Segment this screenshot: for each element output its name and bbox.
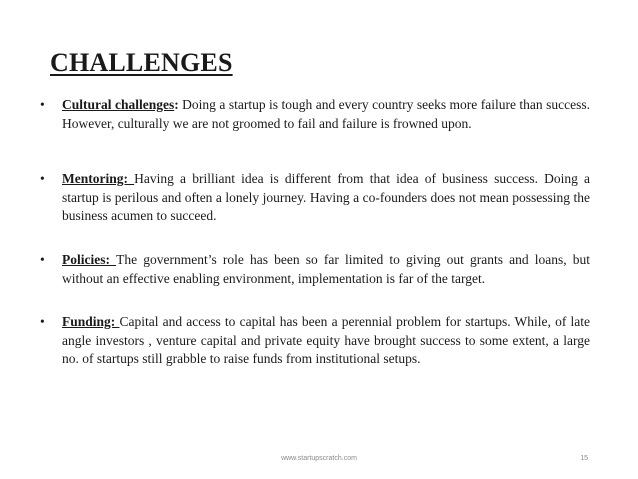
bullet-dot-icon: • — [40, 314, 45, 330]
bullet-mentoring — [38, 170, 590, 226]
bullet-term: Mentoring: — [62, 171, 135, 187]
bullet-text: Having a brilliant idea is different from that idea of business success. Doing a startup is perilous and often a lonely journey. Having a co-founders does not mean possessing the business acumen to succeed. — [62, 171, 591, 224]
bullet-policies — [38, 251, 590, 288]
footer-url: www.startupscratch.com — [281, 455, 357, 462]
bullet-list — [38, 96, 590, 369]
bullet-term: Policies: — [62, 251, 117, 267]
bullet-text: The government’s role has been so far limited to giving out grants and loans, but without an effective enabling environment, implementation is far of the target. — [62, 251, 590, 286]
bullet-dot-icon: • — [40, 251, 45, 267]
bullet-text: Capital and access to capital has been a perennial problem for startups. While, of late angle investors , venture capital and private equity have brought success to some extent, a large no. of startups still grabble to raise funds from institutional setups. — [62, 314, 590, 367]
page-number: 15 — [580, 455, 588, 462]
bullet-funding — [38, 313, 590, 369]
bullet-term: Cultural challenges — [62, 97, 175, 112]
bullet-separator: : — [174, 97, 179, 112]
bullet-term: Funding: — [62, 314, 120, 330]
bullet-dot-icon: • — [40, 97, 45, 112]
slide-title: CHALLENGES — [50, 48, 233, 77]
bullet-cultural-challenges — [38, 96, 590, 133]
bullet-dot-icon: • — [40, 171, 45, 187]
bullet-text: Doing a startup is tough and every country seeks more failure than success. However, culturally we are not groomed to fail and failure is frowned upon. — [62, 97, 590, 131]
